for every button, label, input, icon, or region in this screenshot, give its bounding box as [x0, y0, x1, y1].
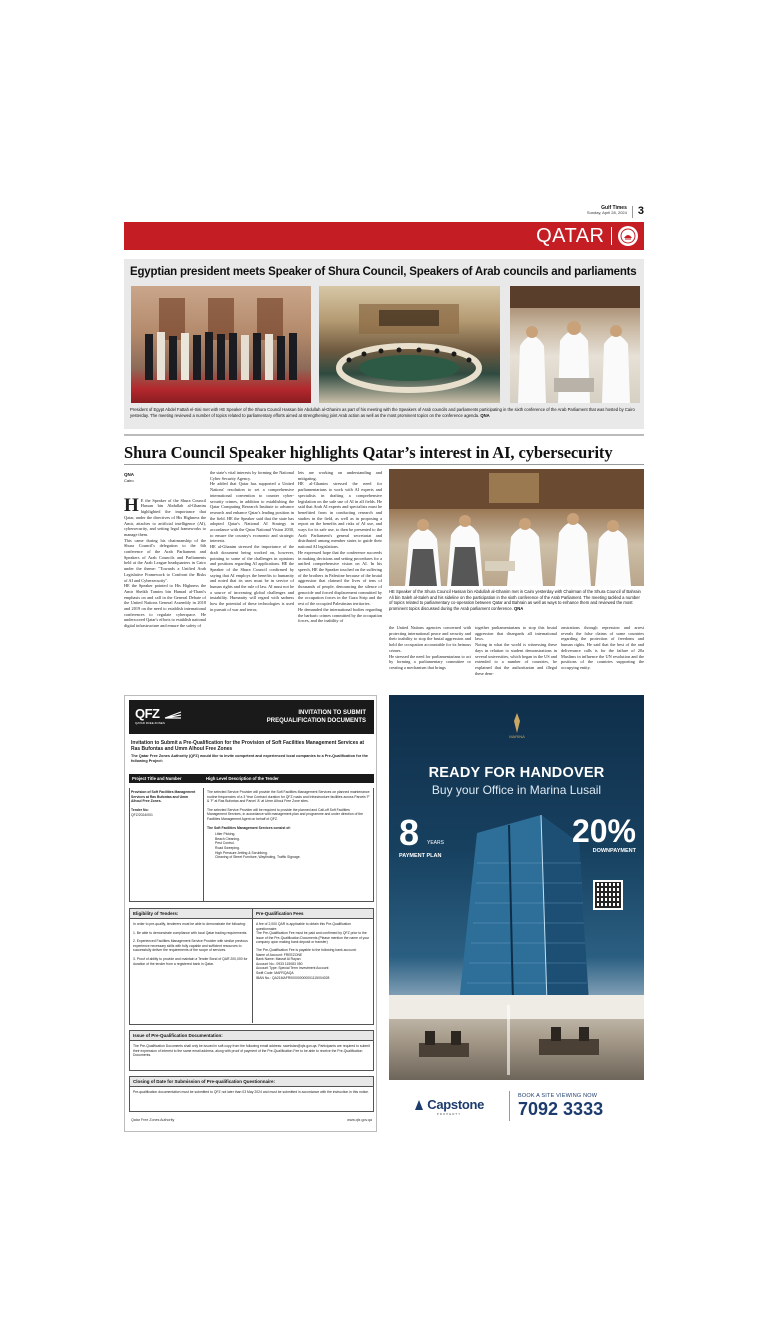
qfz-service-item: • Road Sweeping.	[215, 846, 370, 851]
qfz-fee-heading: Pre-Qualification Fees	[253, 909, 373, 918]
capstone-cta: BOOK A SITE VIEWING NOW	[518, 1092, 598, 1099]
shura-meeting-photo	[389, 469, 644, 586]
payment-plan-years-label: YEARS	[427, 840, 444, 846]
headline-rule	[124, 464, 644, 465]
qfz-description-1: The selected Service Provider will provide the Soft Facilities Management Services on planned maintenance routine frequencies of a 3 Year Contract duration for QFZ roads and Infrastructure facilities across Parcels 'F' & 'F' at Ras Bufontas and Parcel 'A' at Umm Alhoul Free Zone sites.	[207, 790, 370, 804]
egypt-caption-text: President of Egypt Abdel Fattah el-Sisi met with HE Speaker of the Shura Council Hassan bin Abdullah al-Ghanim as part of his meeting with the Speakers of Arab councils and parliaments participating in the sixth conference of the Arab Parliament that was hosted by Cairo yesterday. The meeting reviewed a number of topics related to parliamentary efforts aimed at strengthening joint Arab action as well as the most prominent topics on the conference agenda.	[130, 407, 635, 418]
marina-logo-icon	[511, 713, 523, 733]
egypt-photo-conference-hall	[319, 286, 500, 403]
qfz-issue-text: The Pre-Qualification Documents shall only be issued in soft copy from the following email address: rawnlstan@qfz.gov.qa. Participants are required to submit their expression of interest to the same email address, along with proof of payment of the Pre-Qualification Fee to be able to receive the Pre-Qualification Documents.	[133, 1044, 370, 1058]
qfz-table-header-2: High Level Description of the Tender	[203, 774, 374, 783]
egypt-story-headline: Egyptian president meets Speaker of Shura Council, Speakers of Arab councils and parliaments	[130, 266, 637, 278]
publication-info	[587, 206, 627, 215]
qfz-eligibility-item: 2. Experienced Facilities Management Service Provider with similar previous experience necessary skills with fully capable and sufficient resources to successfully deliver the requirements of the scope of services.	[133, 939, 248, 953]
qfz-fee-cell	[253, 919, 373, 1023]
qfz-fee-text-1: A fee of 2,000 QAR is applicable to obtain this Pre-Qualification questionnaire.	[256, 922, 351, 931]
qfz-bank-line: Swift Code: MAFRQAQA	[256, 970, 294, 975]
publication-name: Gulf Times	[601, 205, 627, 211]
story-column-1	[124, 492, 206, 682]
qfz-tender-ad	[124, 695, 377, 1132]
qfz-service-item: • Litter Picking.	[215, 832, 370, 837]
qatar-emblem-icon	[618, 226, 638, 246]
shura-caption-text: HE Speaker of the Shura Council Hassan bin Abdullah al-Ghanim met in Cairo yesterday with Chairman of the Shura Council of Bahrain Ali bin Saleh al-Saleh and his sideline on the participation in the sixth conference of the Arab Parliament. The meeting tackled a number of topics related to parliamentary co-operation between Qatar and Bahrain as well as ways to enhance them and reviewed the most prominent topics discussed during the Arab parliament conference.	[389, 589, 641, 612]
section-banner	[124, 222, 644, 250]
capstone-subheadline: Buy your Office in Marina Lusail	[431, 783, 602, 797]
payment-plan-caption: PAYMENT PLAN	[399, 853, 442, 859]
section-rule-top	[124, 434, 644, 436]
qfz-logo-sub: QATAR FREE ZONES	[135, 721, 165, 725]
qfz-logo-text: QFZ	[135, 706, 160, 721]
payment-plan-years: 8	[399, 812, 420, 853]
downpayment-caption: DOWNPAYMENT	[592, 848, 636, 854]
qfz-sail-icon	[163, 710, 183, 720]
qfz-service-item: • Pest Control.	[215, 841, 370, 846]
qfz-description-2: The selected Service Provider will be required to provide the planned and Call-off Soft Facilities Management Services, in accordance with management plan and programme and under direction of the Facilities Management Agent on behalf of QFZ.	[207, 807, 364, 821]
story-column-6: onstrations through repression and arrest reveals the false claims of some countries regarding the protection of freedoms and human rights. He said that the best of the and deliverance calls is for the failure of 20a Muslims in influence the UN resolution and the positions of the countries supporting the occupying entity.	[561, 625, 644, 670]
qfz-invitation	[131, 740, 372, 764]
capstone-phone[interactable]: 7092 3333	[518, 1098, 604, 1119]
capstone-cta-block	[510, 1093, 603, 1120]
story-column-4: the United Nations agencies concerned with protecting international peace and security and their inability to stop the brutal aggression and hold the occupation accountable for its heinous crimes. He stressed the need for parliamentarians to act by forming a parliamentary committee or creating a mechanism that brings	[389, 625, 471, 670]
qfz-eligibility-item: 1. Be able to demonstrate compliance with local Qatar trading requirements.	[133, 930, 248, 935]
downpayment-percent: 20%	[571, 813, 636, 849]
page-number: 3	[637, 205, 644, 217]
qfz-table-frame	[129, 788, 374, 902]
qfz-banner-title-1: INVITATION TO SUBMIT	[298, 710, 366, 716]
qfz-tender-no: QFZ/2024/001	[131, 812, 153, 817]
qfz-service-item: • High Pressure Jetting & Scrubbing.	[215, 851, 370, 856]
marina-logo	[505, 713, 529, 739]
qfz-eligibility-intro: In order to pre-qualify, tenderers must be able to demonstrate the following:	[133, 922, 246, 926]
qfz-intro: The Qatar Free Zones Authority (QFZ) would like to invite competent and experienced local companies to a Pre-Qualification for the following Project:	[131, 754, 368, 764]
capstone-brand-sub: PROPERTY	[436, 1111, 462, 1116]
story-column-3: lets are working on understanding and mitigating. HE al-Ghanim stressed the need for parliamentarians to work with AI experts and specialists in drafting a comprehensive legislation on the safe use of AI in all fields. He said that Arab AI experts and specialists must be benefitted from in conducting research and studies in the field, as well as in proposing a report on the benefits and risks of AI use, and ways for its safe use, to then be presented to the Arab Parliament's general secretariat and distributed among member states to guide their national AI legislations. He expressed hope that the conference succeeds in making decisions and setting procedures for a unified comprehensive vision on AI. In his speech, HE the Speaker touched on the suffering of the brothers in Palestine because of the brutal aggression that claimed the lives of tens of thousands of people, denouncing the silence of genocide and forced displacement committed by the occupation forces in the Gaza Strip and the rest of the occupied Palestinian territories. He demanded the international bodies regarding the barbaric crimes committed by the occupation forces, and the inability of	[298, 470, 382, 624]
qfz-table-divider	[203, 788, 204, 902]
masthead	[124, 206, 644, 220]
qfz-bank-line: IBAN No.: QA21MAFR000000000001115004028	[256, 975, 330, 980]
qfz-tender-no-label: Tender No:	[131, 808, 149, 813]
qfz-eligibility-item: 3. Proof of ability to provide and maintain a Tender Bond of QAR 200,000 for duration of the tender from a registered bank in Qatar.	[133, 956, 248, 966]
egypt-caption-credit: QNA	[480, 412, 490, 418]
section-divider	[611, 227, 613, 245]
egypt-photo-group	[131, 286, 311, 403]
qfz-bank-line: Bank Name: Masraf Al Rayan	[256, 957, 301, 962]
byline	[124, 472, 134, 483]
qfz-closing-text: Pre-qualification documentation must be submitted to QFZ not later than 03 May 2024 and must be submitted in accordance with the instruction in this notice.	[133, 1090, 369, 1094]
publication-date: Sunday, April 28, 2024	[586, 210, 627, 215]
qfz-eligibility-heading: Eligibility of Tenders:	[130, 909, 253, 918]
egypt-photo-delegates	[510, 286, 640, 403]
story-column-1-text: E the Speaker of the Shura Council Hassan bin Abdullah al-Ghanim highlighted the importance that Qatar, under the directives of His Highness the Amir, attaches to artificial intelligence (AI), cybersecurity, and setting legal frameworks to manage them. This came during his chairmanship of the Shura Council's delegation to the 6th conference of the Arab Parliament and Speakers of Arab Councils and Parliaments held at the Arab League headquarters in Cairo under the theme: "Towards a Unified Arab Legislative Framework to Confront the Risks of AI and Cybersecurity". HE the Speaker pointed to His Highness the Amir Sheikh Tamim bin Hamad al-Thani's emphasis on and call in the General Debate of the United Nations General Assembly in 2018 and 2019 on the need to establish international conferences to regulate cyberspace. He underscored Qatar's efforts to establish national digital infrastructure and ensure the safety of	[124, 497, 206, 629]
shura-story-headline: Shura Council Speaker highlights Qatar’s interest in AI, cybersecurity	[124, 443, 613, 462]
qfz-footer-url[interactable]: www.qfz.gov.qa	[347, 1118, 372, 1122]
qfz-banner-title-2: PREQUALIFICATION DOCUMENTS	[266, 717, 366, 724]
qfz-bank-line: Account Type: Special Term Investment Account	[256, 966, 329, 971]
byline-agency: QNA	[124, 472, 134, 477]
qfz-service-item: • Cleaning of Street Furniture, Wayfinding, Traffic Signage.	[215, 855, 370, 860]
qfz-project-title: Provision of Soft Facilities Management Services at Ras Bufontas and Umm Alhoul Free Zones.	[131, 790, 196, 804]
qfz-fee-text-3: The Pre-Qualification Fee is payable to the following bank account:	[256, 947, 357, 952]
qfz-invitation-heading: Invitation to Submit a Pre-Qualification for the Provision of Soft Facilities Management Services at Ras Bufontas and Umm Alhoul Free Zones	[131, 740, 365, 752]
qfz-issue-section	[129, 1030, 374, 1071]
capstone-headline: READY FOR HANDOVER	[428, 765, 605, 781]
marina-logo-text: MARINA	[509, 734, 525, 739]
shura-caption-credit: QNA	[514, 606, 524, 612]
masthead-divider	[632, 206, 633, 218]
office-interior-photo	[389, 995, 644, 1080]
qfz-service-item: • Beach Cleaning.	[215, 837, 370, 842]
qfz-bank-line: Name of Account: FREEZONE	[256, 952, 303, 957]
qfz-banner	[129, 700, 374, 734]
byline-city: Cairo	[124, 477, 134, 483]
qfz-banner-title	[267, 710, 366, 725]
story-column-5: together parliamentarians to stop this brutal aggression that disregards all international laws. Noting in what the world is witnessing these days in relation to student demonstrations in several universities, which began in the US and extended to a number of countries, he explained that the authoritarian and illegal these dem-	[475, 625, 557, 676]
capstone-brand-name: Capstone	[427, 1096, 485, 1112]
shura-photo-caption	[389, 589, 644, 612]
qfz-services-heading: The Soft Facilities Management Services consist of:	[207, 825, 291, 830]
qfz-footer-left: Qatar Free Zones Authority	[131, 1118, 175, 1122]
qfz-eligibility-cell	[130, 919, 253, 1023]
qfz-logo	[135, 706, 183, 725]
qfz-table-header-1: Project Title and Number	[129, 774, 203, 783]
egypt-photo-caption	[130, 407, 638, 418]
qfz-bank-line: Account No.: 0933 115083 050	[256, 961, 303, 966]
qfz-fee-text-2: The Pre-Qualification Fee must be paid and confirmed by QFZ prior to the issue of the Pre-Qualification Documents (Please mention the name of your company upon making bank deposit or transfer)	[256, 931, 370, 945]
qfz-closing-section	[129, 1076, 374, 1112]
capstone-logo-icon	[414, 1099, 424, 1111]
capstone-footer	[389, 1080, 644, 1132]
dropcap: H	[124, 494, 139, 516]
qfz-closing-heading: Closing of Date for Submission of Pre-qualification Questionnaire:	[130, 1077, 373, 1087]
qr-code-icon[interactable]	[593, 880, 623, 910]
story-column-2: the state's vital interests by forming the National Cyber Security Agency. He added that Qatar has supported a United Nations' resolution to set a comprehensive international convention to counter cyber-security crimes, in addition to establishing the Qatar Computing Research Institute to advance research and enhance Qatar's leading position in the field. HE the Speaker said that the state has adopted Qatar's National AI Strategy in accordance with the Qatar National Vision 2030, to ensure the country's economic and strategic interests. HE al-Ghanim stressed the importance of the draft document being worked on, however, pointing to some of the challenges in opinions and positions regarding AI applications. HE the Speaker of the Shura Council confirmed by saying that AI employs the benefits to humanity and noted that its uses must be in service of human rights and the rule of law. AI must not be a source of increasing global challenges and instability. Humanity will regard with sadness how the potential of these technologies is used in pursuit of war and terror,	[210, 470, 294, 612]
capstone-brand	[389, 1097, 509, 1116]
section-title: QATAR	[536, 224, 605, 247]
qfz-footer	[131, 1118, 372, 1122]
qfz-eligibility-fees	[129, 908, 374, 1025]
qfz-issue-heading: Issue of Pre-Qualification Documentation:	[130, 1031, 373, 1041]
capstone-ad	[389, 695, 644, 1132]
